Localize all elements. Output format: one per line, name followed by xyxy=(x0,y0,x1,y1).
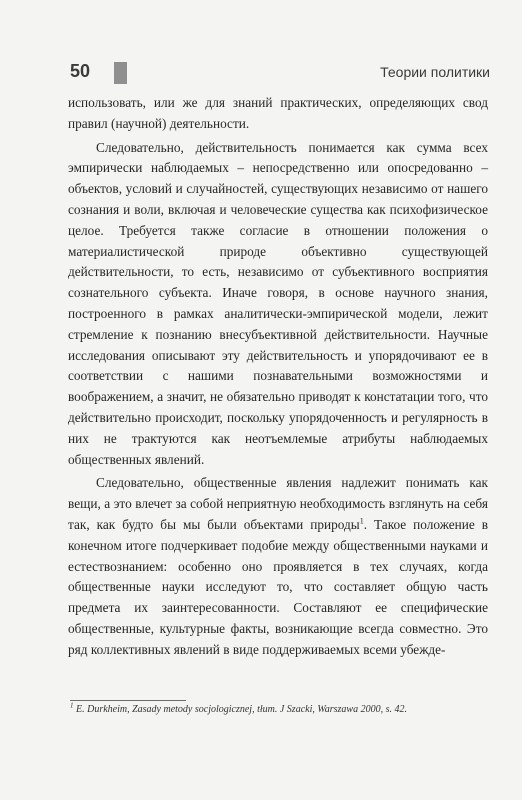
footnote-reference[interactable]: 1 xyxy=(359,516,364,526)
body-text xyxy=(68,93,488,661)
page-number: 50 xyxy=(70,61,91,81)
footnote-text: E. Durkheim, Zasady metody socjologicznej, tłum. J Szacki, Warszawa 2000, s. 42. xyxy=(76,704,407,715)
paragraph-with-footnote xyxy=(68,473,488,660)
footnote-divider xyxy=(70,700,186,701)
paragraph-text: . Такое положение в конечном итоге подчеркивает подобие между общественными науками и естествознанием: особенно оно проявляется в тех случаях, когда общественные науки исследуют то, что составляет общую часть предмета их заинтересованности. Составляют ее специфические общественные, культурные факты, возникающие всегда совместно. Это ряд коллективных явлений в виде поддерживаемых всеми убежде- xyxy=(68,516,488,657)
paragraph-continuation: использовать, или же для знаний практических, определяющих свод правил (научной) деятельности. xyxy=(68,95,488,131)
header-marker-bar xyxy=(114,62,127,84)
paragraph: Следовательно, действительность понимается как сумма всех эмпирически наблюдаемых – непосредственно или опосредованно – объектов, условий и случайностей, существующих независимо от нашего сознания и воли, включая и человеческие существа как психофизическое целое. Требуется также согласие в отношении положения о материалистической природе объективно существующей действительности, то есть, независимо от субъективного восприятия сознательного субъекта. Иначе говоря, в основе научного знания, построенного в рамках аналитически-эмпирической модели, лежит стремление к познанию внесубъективной действительности. Научные исследования описывают эту действительность и упорядочивают ее в соответствии с нашими познавательными возможностями и воображением, а значит, не обязательно приводят к констатации того, что действительно происходит, поскольку упорядоченность и регулярность в них не трактуются как неотъемлемые атрибуты наблюдаемых общественных явлений. xyxy=(68,139,488,467)
footnote-mark: 1 xyxy=(70,701,74,710)
running-title: Теории политики xyxy=(380,64,490,80)
footnote xyxy=(70,703,500,717)
paragraph-text: Следовательно, общественные явления надлежит понимать как вещи, а это влечет за собой неприятную необходимость взглянуть на себя так, как будто бы мы были объектами природы xyxy=(68,475,488,532)
page-header xyxy=(70,60,490,84)
